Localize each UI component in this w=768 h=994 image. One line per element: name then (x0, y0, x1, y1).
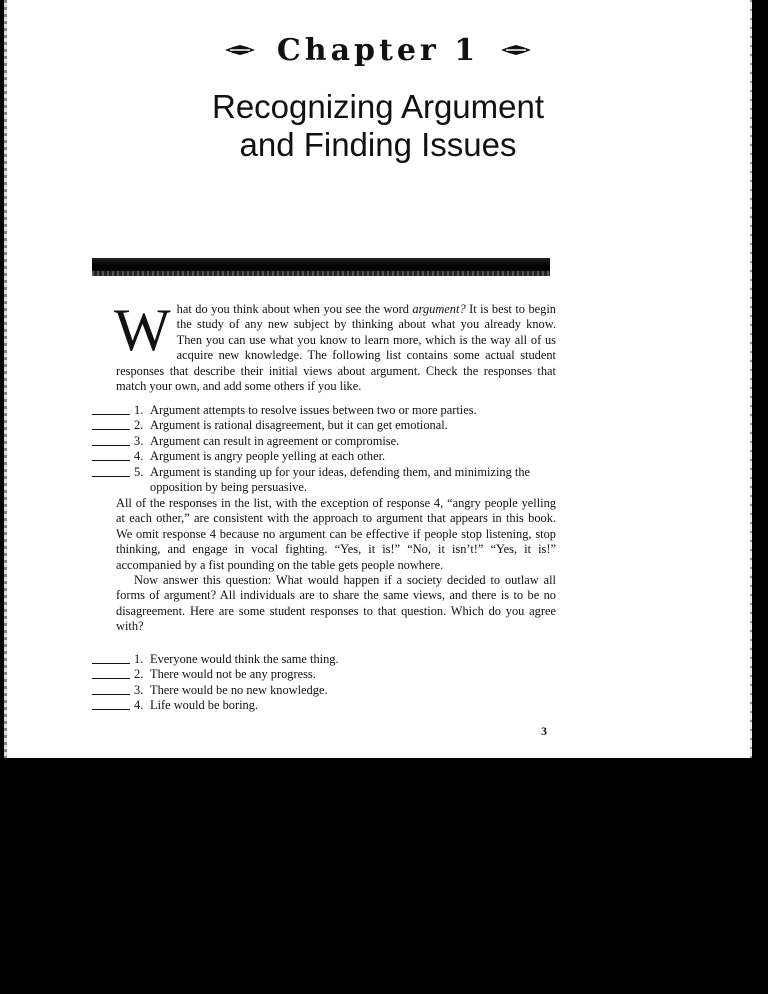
list-item-number: 4. (134, 698, 144, 713)
book-page (4, 0, 752, 758)
list-item-number: 1. (134, 652, 144, 666)
list2-section (116, 652, 556, 714)
chapter-heading (4, 30, 752, 70)
list-item (116, 434, 556, 449)
chapter-title (4, 88, 752, 164)
page-number: 3 (541, 724, 547, 738)
intro-emphasis: argument? (412, 302, 466, 316)
drop-cap: W (114, 297, 171, 363)
list-item-text: Argument attempts to resolve issues between two or more parties. (150, 403, 477, 417)
list-item (116, 652, 556, 667)
list-item (116, 465, 556, 496)
chapter-title-line1: Recognizing Argument (211, 88, 545, 125)
paragraph-3: Now answer this question: What would happen if a society decided to outlaw all forms of argument? All individuals are to share the same views, and there is to be no disagreement. Here are some student responses to that question. Which do you agree with? (116, 573, 556, 634)
list1-section (116, 403, 556, 495)
decorative-title-bar (92, 258, 550, 276)
list-item-text: Argument can result in agreement or compromise. (150, 433, 400, 448)
chapter-label: Chapter 1 (276, 32, 480, 68)
list-item-text: Argument is angry people yelling at each other. (150, 449, 386, 464)
list-item-text: Argument is standing up for your ideas, defending them, and minimizing the opposition by being persuasive. (150, 464, 531, 495)
list-item-text: Everyone would think the same thing. (150, 652, 339, 666)
list-item-number: 3. (134, 682, 144, 697)
paragraph-2: All of the responses in the list, with the exception of response 4, “angry people yelling at each other,” are consistent with the approach to argument that appears in this book. We omit response 4 because no argument can be effective if people stop listening, stop thinking, and engage in vocal fighting. “Yes, it is!” “No, it isn’t!” “Yes, it is!” accompanied by a fist pounding on the table gets people nowhere. (116, 496, 556, 572)
list-item-text: Life would be boring. (150, 698, 259, 713)
check-blank[interactable] (92, 429, 130, 430)
check-blank[interactable] (92, 709, 130, 710)
intro-section (114, 297, 556, 394)
list-item (116, 667, 556, 682)
chapter-title-line2: and Finding Issues (239, 126, 517, 163)
list-item (116, 698, 556, 713)
response-list-1 (116, 403, 556, 495)
list-item (116, 418, 556, 433)
list-item (116, 683, 556, 698)
ornament-left-icon (225, 45, 255, 55)
check-blank[interactable] (92, 445, 130, 446)
list-item-text: There would be no new knowledge. (150, 682, 328, 697)
list-item-number: 2. (134, 418, 144, 433)
intro-text-rest: It is best to begin the study of any new subject by thinking about what you already know. Then you can use what you know to learn more, which is the way all of us acquire new knowledge. The following list contains some actual student responses that describe their initial views about argument. Check the responses that match your own, and add some others if you like. (116, 302, 556, 394)
list-item-number: 5. (134, 464, 144, 479)
check-blank[interactable] (92, 414, 130, 415)
check-blank[interactable] (92, 694, 130, 695)
intro-text-start: hat do you think about when you see the word (176, 302, 413, 316)
list-item-text: Argument is rational disagreement, but it can get emotional. (150, 418, 448, 433)
list-item (116, 403, 556, 418)
list-item-number: 2. (134, 667, 144, 682)
intro-paragraph (114, 297, 556, 394)
list-item (116, 449, 556, 464)
list-item-number: 1. (134, 403, 144, 417)
check-blank[interactable] (92, 476, 130, 477)
check-blank[interactable] (92, 460, 130, 461)
check-blank[interactable] (92, 663, 130, 664)
ornament-right-icon (501, 45, 531, 55)
discussion-section (116, 496, 556, 635)
check-blank[interactable] (92, 678, 130, 679)
list-item-number: 4. (134, 449, 144, 464)
response-list-2 (116, 652, 556, 714)
list-item-text: There would not be any progress. (150, 667, 316, 682)
list-item-number: 3. (134, 433, 144, 448)
